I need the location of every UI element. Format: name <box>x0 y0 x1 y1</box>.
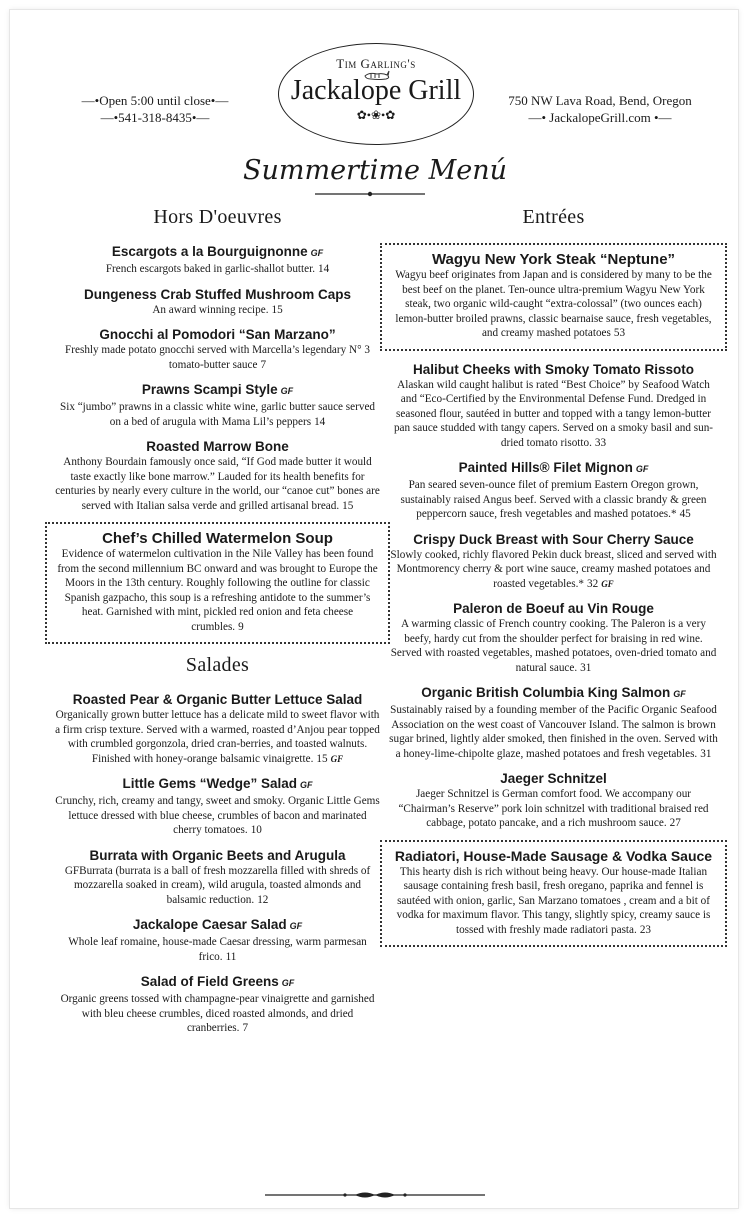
item-name: Roasted Pear & Organic Butter Lettuce Salad <box>72 692 363 707</box>
gf-badge: GF <box>281 978 295 988</box>
gf-badge: GF <box>289 921 303 931</box>
item-price: 7 <box>260 358 267 371</box>
menu-item <box>50 286 385 318</box>
item-name: Little Gems “Wedge” Salad <box>122 776 298 791</box>
menu-item <box>385 684 722 761</box>
gf-badge: GF <box>673 689 686 699</box>
item-name: Wagyu New York Steak “Neptune” <box>431 251 676 268</box>
item-desc: Organic greens tossed with champagne-pear vinaigrette and garnished with bleu cheese crumbles, diced roasted almonds, and dried cranberries. <box>60 993 375 1034</box>
item-price: 23 <box>639 923 651 936</box>
item-desc: GFBurrata (burrata is a ball of fresh mozzarella filled with shreds of mozzarella soaked in cream), wild arugula, toasted almonds and balsamic reduction. <box>64 864 371 906</box>
menu-page <box>10 10 738 1208</box>
special-entree-box <box>380 840 727 948</box>
menu-item <box>385 459 722 522</box>
item-price: 10 <box>250 824 262 836</box>
menu-item <box>385 770 722 831</box>
item-desc: This hearty dish is rich without being heavy. Our house-made Italian sausage containing fresh basil, fresh oregano, paprika and fennel is sautéed with onion, garlic, San Marzano tomatoes , cream and a bit of vodka for maximum flavor. This tangy, slightly spicy, creamy sauce is tossed with freshly made radiatori pasta. <box>396 865 711 936</box>
item-price: 14 <box>318 263 330 275</box>
menu-item <box>50 438 385 513</box>
hors-title: Hors D'oeuvres <box>153 206 282 228</box>
item-name: Painted Hills® Filet Mignon <box>458 460 633 475</box>
item-desc: Alaskan wild caught halibut is rated “Best Choice” by Seafood Watch and “Eco-Certified by the Environmental Defense Fund. Dredged in seasoned flour, sautéed in butter and topped with a tangy lemon-butter pan sauce studded with tangy capers. Served on a smoky basil and sun-dried tomato risotto. <box>393 378 714 449</box>
item-price: 11 <box>225 950 237 963</box>
gf-badge: GF <box>280 386 294 396</box>
item-desc: Organically grown butter lettuce has a delicate mild to sweet flavor with a firm crisp texture. Served with a warmed, roasted d’Anjou pear topped with crumbled gorgonzola, dried cran-berries, and toasted walnuts. Finished with honey-orange balsamic vinaigrette. <box>55 709 380 765</box>
gf-badge: GF <box>330 753 344 764</box>
hours-text: Open 5:00 until close <box>99 93 211 108</box>
item-price: 53 <box>613 327 626 339</box>
item-desc: Slowly cooked, richly flavored Pekin duck breast, sliced and served with Montmorency cherry & port wine sauce, creamy mashed potatoes and roasted vegetables.* <box>390 548 717 590</box>
menu-item <box>50 326 385 372</box>
item-price: 9 <box>238 620 244 633</box>
item-price: 15 <box>342 499 354 512</box>
title-divider <box>315 190 425 198</box>
item-price: 31 <box>580 661 592 674</box>
item-name: Escargots a la Bourguignonne <box>111 244 308 259</box>
address-text: 750 NW Lava Road, Bend, Oregon <box>508 93 692 108</box>
website-link[interactable]: JackalopeGrill.com <box>549 110 651 125</box>
item-name: Dungeness Crab Stuffed Mushroom Caps <box>83 286 352 302</box>
item-price: 14 <box>314 415 326 428</box>
item-desc: An award winning recipe. <box>152 303 269 316</box>
gf-badge: GF <box>601 578 614 589</box>
header-address-web: 750 NW Lava Road, Bend, Oregon —• JackalopeGrill.com •— <box>485 92 715 126</box>
phone-text: 541-318-8435 <box>118 110 192 125</box>
menu-item <box>50 775 385 838</box>
menu-title: Summertime Menú <box>242 155 508 186</box>
item-price: 12 <box>257 893 269 906</box>
item-price: 27 <box>669 817 681 829</box>
menu-item <box>50 243 385 277</box>
logo <box>278 43 474 145</box>
item-name: Paleron de Boeuf au Vin Rouge <box>453 601 654 616</box>
gf-badge: GF <box>310 248 324 258</box>
item-desc: Wagyu beef originates from Japan and is considered by many to be the best beef on the planet. Ten-ounce ultra-premium Wagyu New York steak, two organic wild-caught “extra-colossal” (two ounces each) lemon-butter broiled prawns, classic bearnaise sauce, fresh vegetables, and creamy mashed potatoes <box>395 269 712 339</box>
item-price: 33 <box>594 436 607 449</box>
menu-item <box>50 691 385 766</box>
menu-item <box>385 600 722 675</box>
item-desc: A warming classic of French country cooking. The Paleron is a very beefy, hardy cut from the shoulder perfect for braising in red wine. Served with roasted vegetables, mashed potatoes, oven-dried tomato and natural sauce. <box>390 618 717 674</box>
gf-badge: GF <box>300 780 313 790</box>
item-name: Prawns Scampi Style <box>141 382 278 397</box>
bottom-divider-icon <box>265 1190 485 1200</box>
item-desc: Freshly made potato gnocchi served with Marcella’s legendary N° 3 tomato-butter sauce <box>65 344 370 371</box>
item-price: 7 <box>242 1022 249 1034</box>
jackalope-icon <box>363 68 391 82</box>
salades-title: Salades <box>185 654 250 676</box>
item-desc: Jaeger Schnitzel is German comfort food. We accompany our “Chairman’s Reserve” pork loin schnitzel with traditional braised red cabbage, potato pancake, and a rich mushroom sauce. <box>398 788 709 829</box>
item-price: 15 <box>271 303 283 316</box>
item-name: Chef’s Chilled Watermelon Soup <box>102 530 333 547</box>
item-name: Radiatori, House-Made Sausage & Vodka Sauce <box>394 847 713 864</box>
item-name: Jaeger Schnitzel <box>500 771 607 786</box>
logo-name: Jackalope Grill <box>290 75 462 106</box>
item-name: Roasted Marrow Bone <box>146 439 289 454</box>
menu-item <box>50 847 385 908</box>
left-column <box>50 200 385 1045</box>
item-desc: Pan seared seven-ounce filet of premium Eastern Oregon grown, sustainably raised Angus beef. Served with a classic brandy & green peppercorn sauce, fresh vegetables and mashed potatoes.* <box>400 479 707 520</box>
item-price: 45 <box>679 508 691 520</box>
item-name: Organic British Columbia King Salmon <box>421 685 671 700</box>
right-column <box>385 200 722 957</box>
item-desc: Six “jumbo” prawns in a classic white wine, garlic butter sauce served on a bed of arugula with Mama Lil’s peppers <box>59 401 375 428</box>
item-desc: Anthony Bourdain famously once said, “If God made butter it would taste exactly like bone marrow.” Lauded for its health benefits for centuries by nearly every culture in the world, our “canoe cut” bones are served with Italian salsa verde and grilled artisanal bread. <box>55 456 380 512</box>
menu-item <box>385 361 722 451</box>
entrees-title: Entrées <box>522 206 585 228</box>
item-name: Jackalope Caesar Salad <box>132 917 287 932</box>
item-name: Burrata with Organic Beets and Arugula <box>89 847 346 863</box>
item-price: 31 <box>700 747 712 760</box>
menu-item <box>50 916 385 964</box>
item-name: Salad of Field Greens <box>140 974 279 989</box>
menu-item <box>50 381 385 429</box>
gf-badge: GF <box>635 464 649 474</box>
item-desc: Whole leaf romaine, house-made Caesar dressing, warm parmesan frico. <box>68 936 367 963</box>
menu-item <box>385 531 722 592</box>
item-name: Halibut Cheeks with Smoky Tomato Rissoto <box>412 361 695 377</box>
logo-flourish-icon: ✿•❀•✿ <box>356 108 396 122</box>
header-hours-phone: —•Open 5:00 until close•— —•541-318-8435•— <box>81 93 229 125</box>
item-name: Gnocchi al Pomodori “San Marzano” <box>99 327 336 342</box>
item-price: 15 <box>316 752 328 765</box>
item-name: Crispy Duck Breast with Sour Cherry Sauce <box>413 531 694 547</box>
item-desc: French escargots baked in garlic-shallot butter. <box>105 263 315 275</box>
item-desc: Evidence of watermelon cultivation in the Nile Valley has been found from the second millennium BC onward and was brought to Europe the Moors in the 13th century. Roughly following the outline for classic Spanish gazpacho, this soup is a refreshing antidote to the summer’s heat. Garnished with mint, pickled red onion and feta cheese crumbles. <box>57 548 378 633</box>
logo-owner: Tim Garling's <box>336 56 416 71</box>
item-desc: Sustainably raised by a founding member of the Pacific Organic Seafood Association on the west coast of Vancouver Island. The salmon is brown sugar brined, lightly alder smoked, then finished in the oven. Served with a honey-lime-chipolte glaze, mashed potatoes and fresh vegetables. <box>389 704 718 760</box>
featured-entree-box <box>380 243 727 351</box>
item-price: 32 <box>587 577 599 590</box>
soup-feature-box <box>45 522 390 644</box>
item-desc: Crunchy, rich, creamy and tangy, sweet and smoky. Organic Little Gems lettuce dressed with blue cheese, crumbles of bacon and marinated cherry tomatoes. <box>55 795 380 836</box>
menu-item <box>50 973 385 1036</box>
